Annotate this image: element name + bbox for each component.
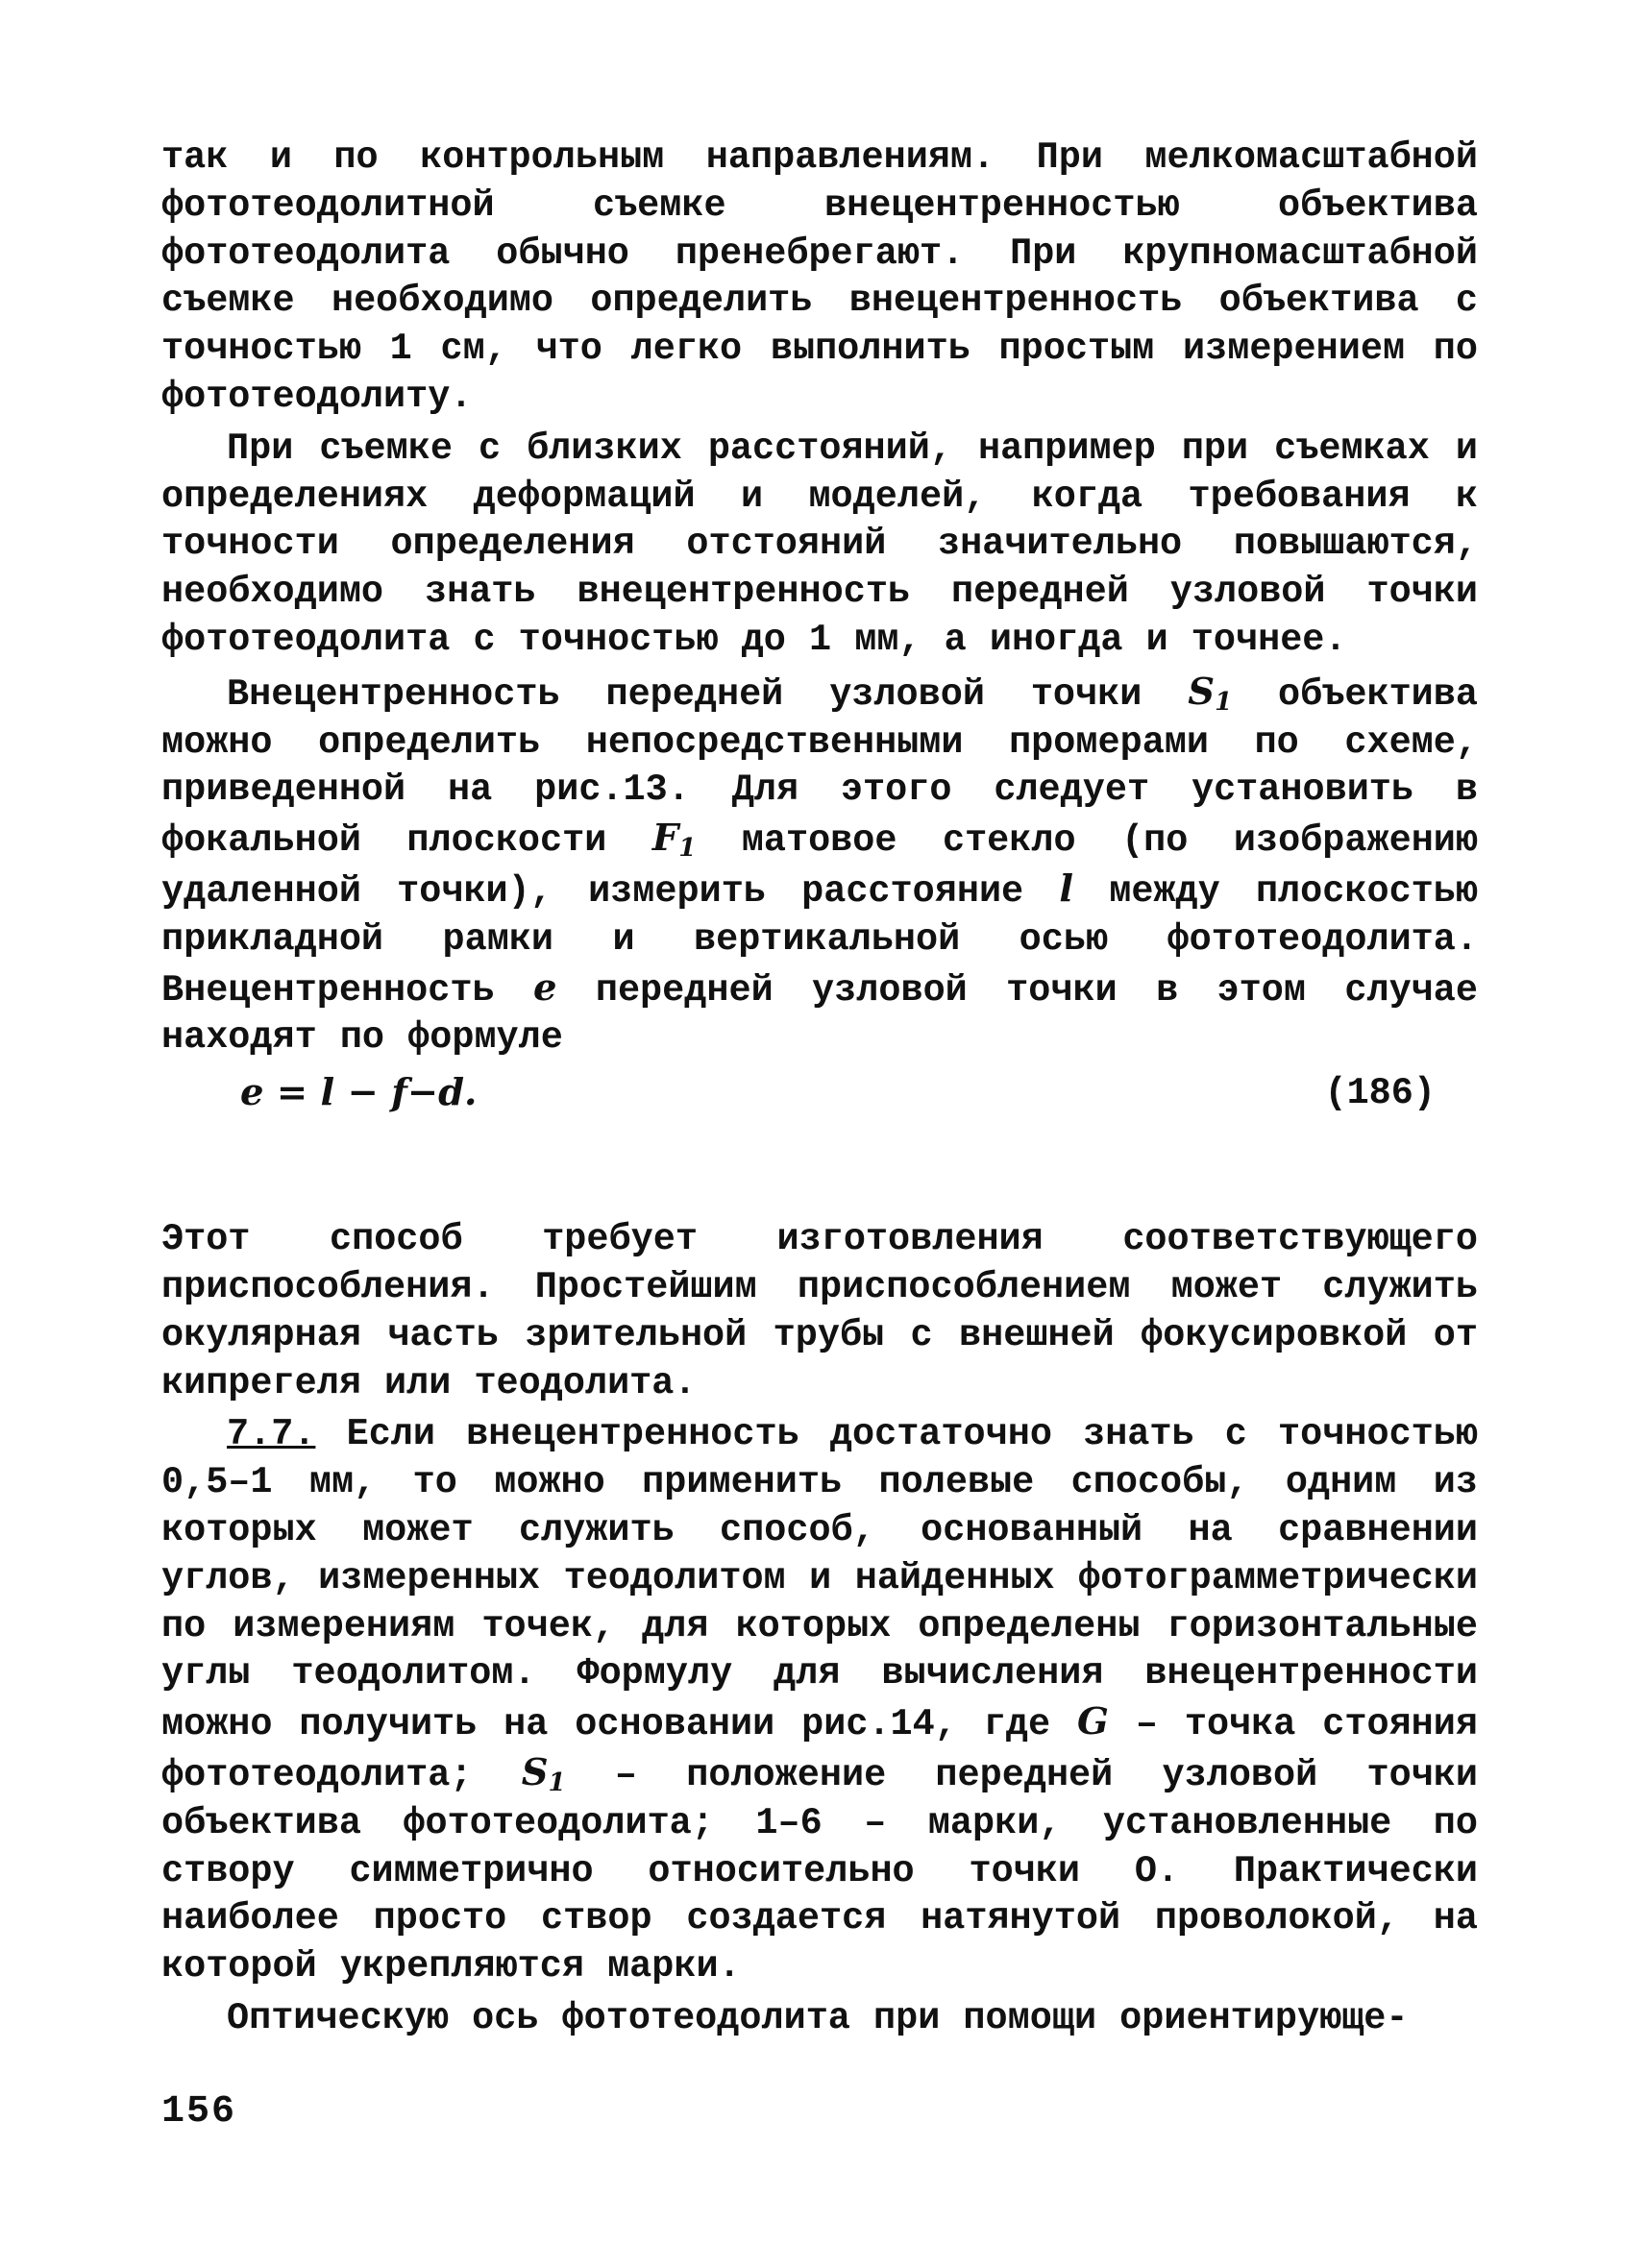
page-body <box>161 134 1478 2043</box>
var-g: G <box>1077 1700 1109 1744</box>
paragraph-5 <box>161 1411 1478 1991</box>
var-e: e <box>532 965 557 1010</box>
var-s1-b: $S_1$ <box>521 1750 566 1797</box>
var-s1: $S_1$ <box>1188 670 1233 717</box>
p3-text-d: между плоскостью прикладной рамки и вертикальной осью фототеодолита. Внецентренность <box>161 869 1478 1012</box>
paragraph-4: Этот способ требует изготовления соответствующего приспособления. Простейшим приспособлением может служить окулярная часть зрительной трубы с внешней фокусировкой от кипрегеля или теодолита. <box>161 1218 1478 1404</box>
var-f1: $F_1$ <box>651 817 697 864</box>
formula-row <box>161 1064 1478 1122</box>
p3-text-b: объектива можно определить непосредственными промерами по схеме, приведенной на рис.13. Для этого следует установить в фокальной плоскости <box>161 672 1478 863</box>
p3-text-c: матовое стекло (по изображению удаленной точки), измерить расстояние <box>161 819 1479 913</box>
section-number: 7.7. <box>227 1413 316 1456</box>
p5-text-b: – точка стояния фототеодолита; <box>161 1703 1478 1796</box>
p3-text-e: передней узловой точки в этом случае находят по формуле <box>161 968 1478 1060</box>
paragraph-2: При съемке с близких расстояний, например при съемках и определениях деформаций и моделей, когда требования к точности определения отстояний значительно повышаются, необходимо знать внецентренность передней узловой точки фототеодолита с точностью до 1 мм, а иногда и точнее. <box>161 427 1478 661</box>
page-number: 156 <box>161 2090 237 2134</box>
var-l: l <box>1059 866 1074 911</box>
paragraph-1: так и по контрольным направлениям. При мелкомасштабной фототеодолитной съемке внецентренностью объектива фототеодолита обычно пренебрегают. При крупномасштабной съемке необходимо определить внецентренность объектива с точностью 1 см, что легко выполнить простым измерением по фототеодолиту. <box>161 136 1478 418</box>
formula-number: (186) <box>1324 1072 1436 1115</box>
paragraph-6: Оптическую ось фототеодолита при помощи ориентирующе- <box>227 1996 1409 2039</box>
p5-text-a: Если внецентренность достаточно знать с точностью 0,5–1 мм, то можно применить полевые способы, одним из которых может служить способ, основанный на сравнении углов, измеренных теодолитом и найденных фотограмметрически по измерениям точек, для которых определены горизонтальные углы теодолитом. Формулу для вычисления внецентренности можно получить на основании рис.14, где <box>161 1413 1478 1746</box>
p3-text-a: Внецентренность передней узловой точки <box>227 672 1189 716</box>
paragraph-3 <box>161 669 1478 1062</box>
p5-text-c: – положение передней узловой точки объектива фототеодолита; 1–6 – марки, установленные по створу симметрично относительно точки О. Практически наиболее просто створ создается натянутой проволокой, на которой укрепляются марки. <box>161 1753 1478 1988</box>
formula: e = l − f−d. <box>240 1071 478 1115</box>
